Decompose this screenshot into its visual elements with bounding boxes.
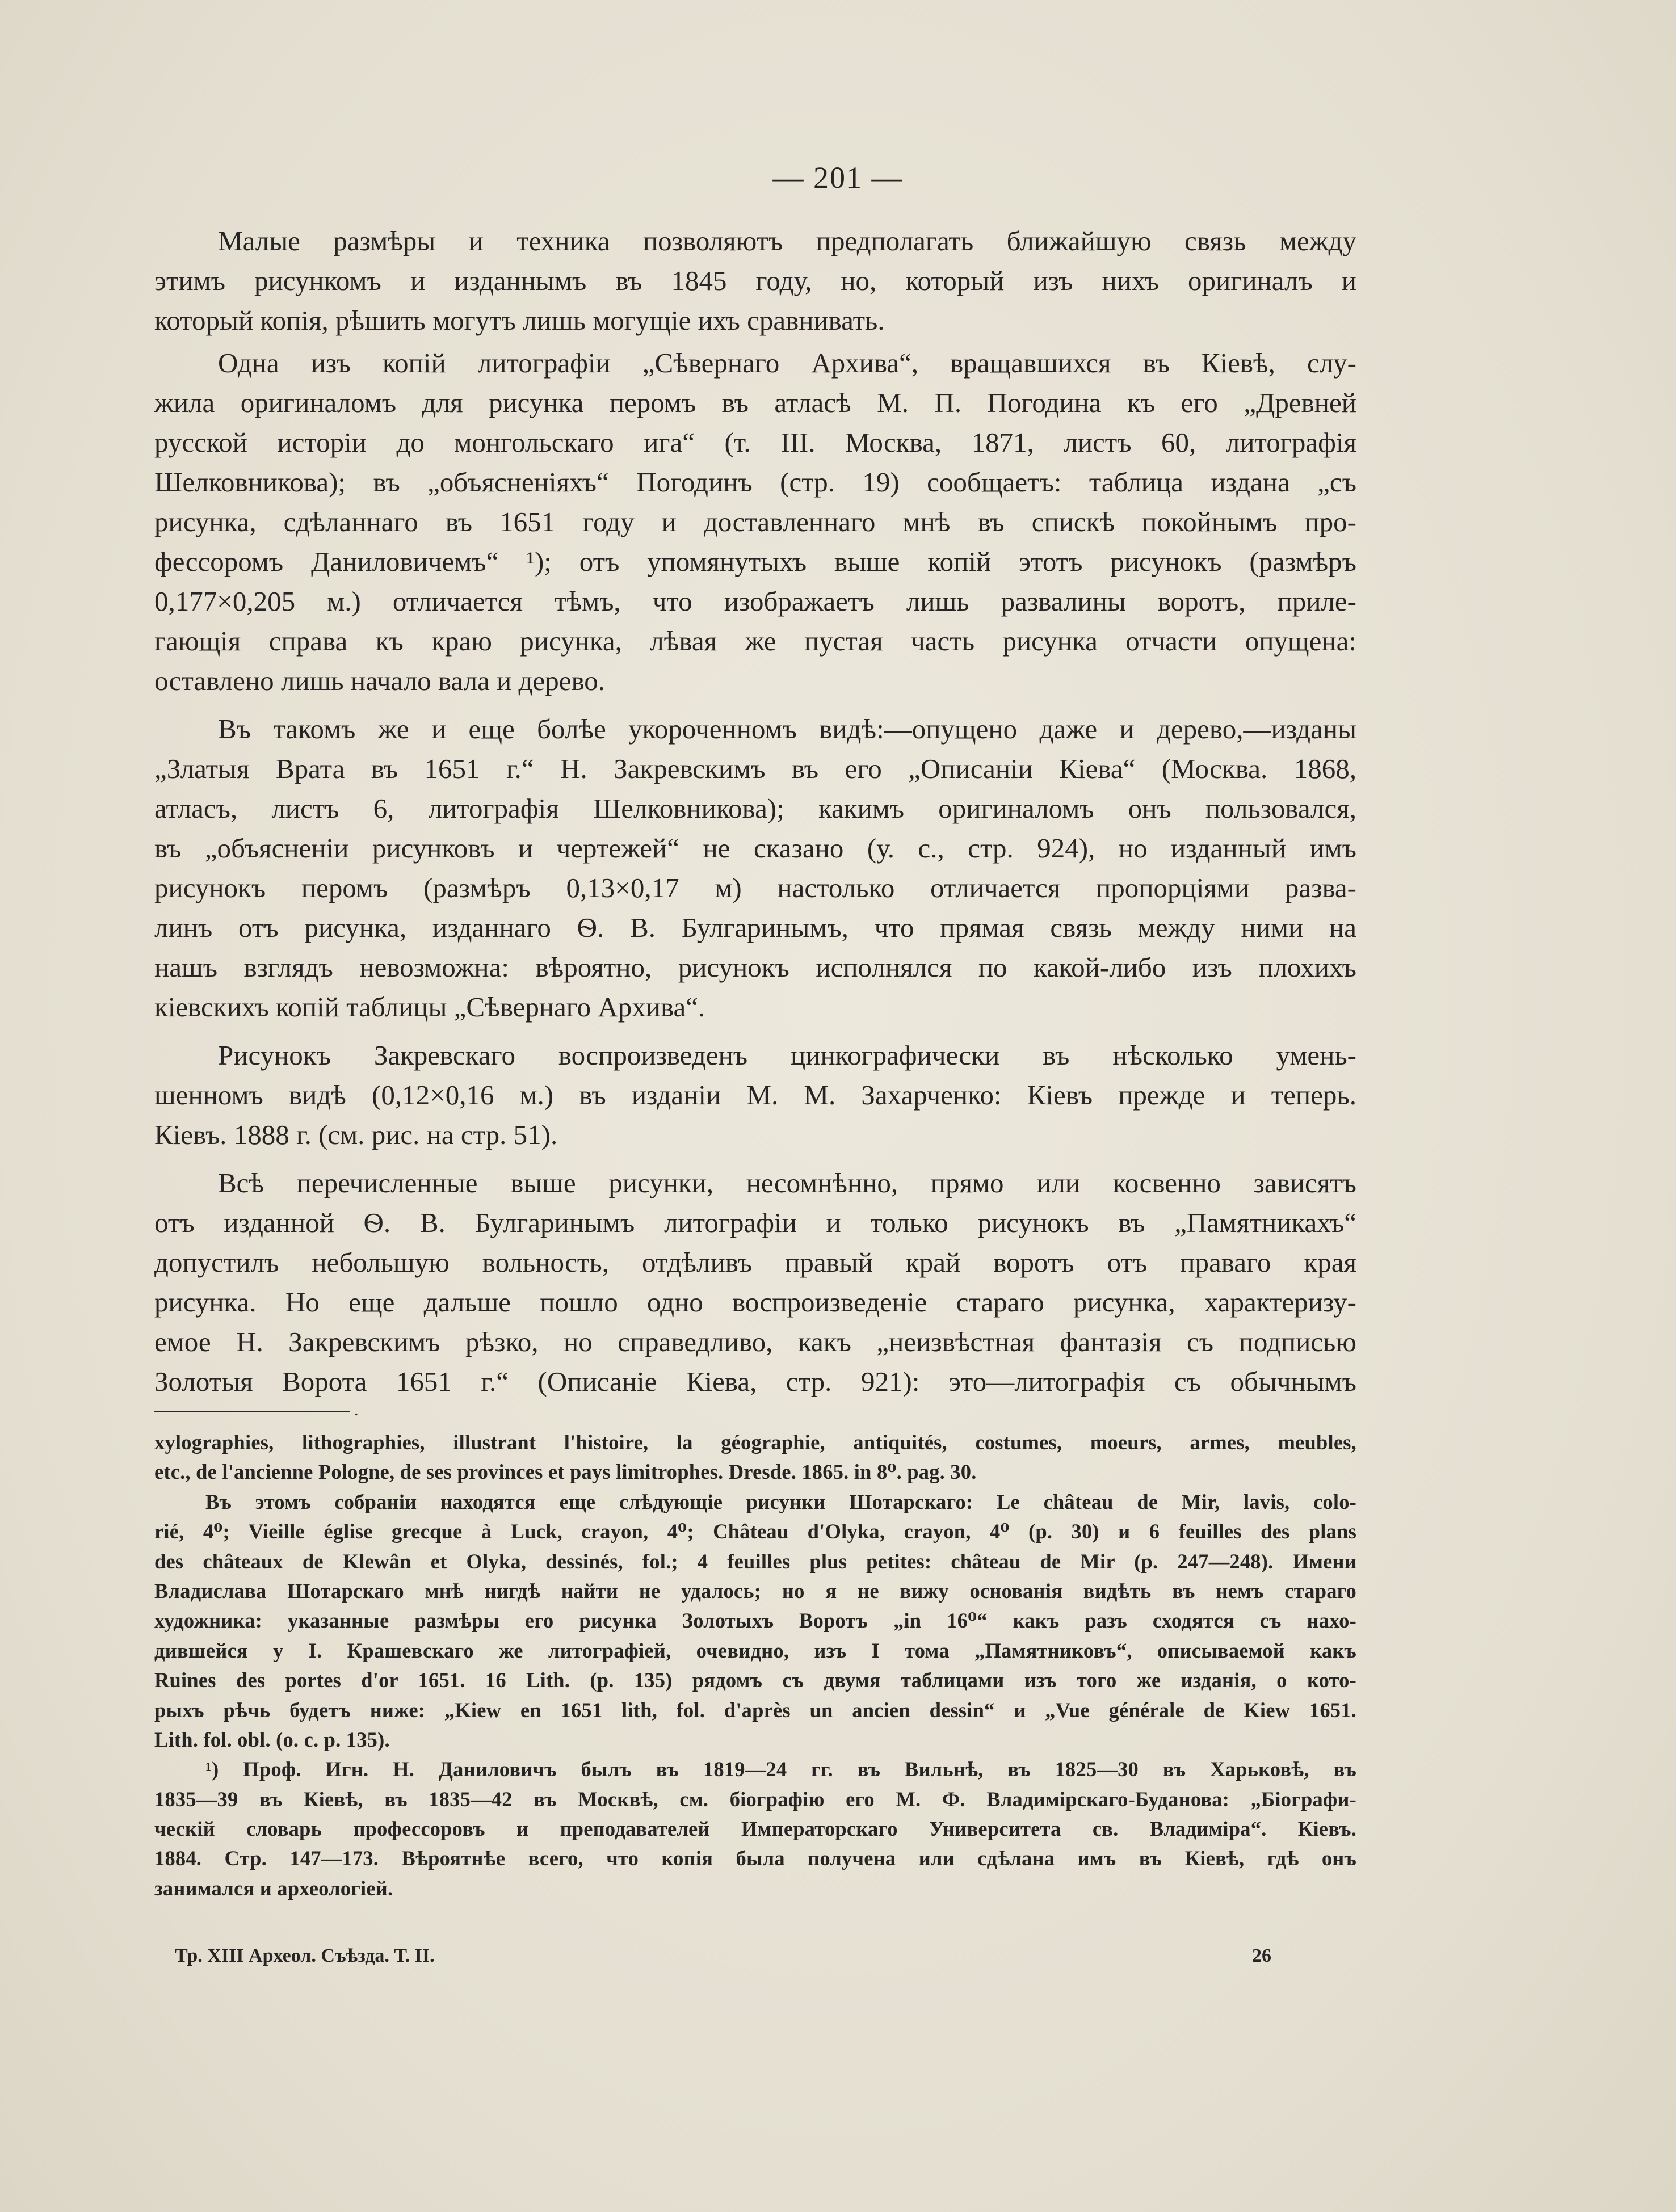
footnote-paragraph — [154, 1428, 1356, 1487]
footnote-line: ческій словарь профессоровъ и преподавателей Императорскаго Университета св. Владиміра“. Кіевъ. — [154, 1817, 1356, 1841]
footnote-separator — [154, 1411, 350, 1412]
paragraph — [154, 1163, 1356, 1402]
paragraph — [154, 343, 1356, 701]
text-line: допустилъ небольшую вольность, отдѣливъ правый край воротъ отъ праваго края — [154, 1247, 1356, 1278]
text-line: оставлено лишь начало вала и дерево. — [154, 665, 606, 696]
footnote-line: etc., de l'ancienne Pologne, de ses provinces et pays limitrophes. Dresde. 1865. in 8⁰. pag. 30. — [154, 1460, 977, 1484]
text-line: шенномъ видѣ (0,12×0,16 м.) въ изданіи М. М. Захарченко: Кіевъ прежде и теперь. — [154, 1079, 1356, 1111]
text-line: Одна изъ копій литографіи „Сѣвернаго Архива“, вращавшихся въ Кіевѣ, слу- — [218, 347, 1356, 379]
text-line: рисунка. Но еще дальше пошло одно воспроизведеніе стараго рисунка, характеризу- — [154, 1286, 1356, 1318]
text-line: въ „объясненіи рисунковъ и чертежей“ не сказано (у. с., стр. 924), но изданный имъ — [154, 832, 1356, 864]
text-line: Золотыя Ворота 1651 г.“ (Описаніе Кіева, стр. 921): это—литографія съ обычнымъ — [154, 1366, 1356, 1397]
text-line: русской исторіи до монгольскаго ига“ (т. III. Москва, 1871, листъ 60, литографія — [154, 427, 1356, 458]
footnote-line: Lith. fol. obl. (o. c. p. 135). — [154, 1727, 390, 1751]
footer-publication: Тр. XIII Археол. Съѣзда. Т. II. — [175, 1945, 435, 1966]
page-number: — 201 — — [772, 161, 904, 195]
footnote-line: занимался и археологіей. — [154, 1876, 393, 1900]
footnote-line: рыхъ рѣчь будетъ ниже: „Kiew en 1651 lith, fol. d'après un ancien dessin“ и „Vue générale de Kiew 1651. — [154, 1698, 1356, 1722]
paragraph — [154, 1036, 1356, 1155]
footnote-line: 1884. Стр. 147—173. Вѣроятнѣе всего, что копія была получена или сдѣлана имъ въ Кіевѣ, гдѣ онъ — [154, 1847, 1356, 1870]
text-line: Въ такомъ же и еще болѣе укороченномъ видѣ:—опущено даже и дерево,—изданы — [218, 713, 1356, 745]
text-line: Шелковникова); въ „объясненіяхъ“ Погодинъ (стр. 19) сообщаетъ: таблица издана „съ — [154, 466, 1356, 498]
page-footer — [175, 1942, 1282, 1970]
text-line: атласъ, листъ 6, литографія Шелковникова); какимъ оригиналомъ онъ пользовался, — [154, 793, 1356, 824]
paragraph — [154, 221, 1356, 340]
footer-signature-number: 26 — [1252, 1945, 1271, 1966]
text-line: 0,177×0,205 м.) отличается тѣмъ, что изображаетъ лишь развалины воротъ, приле- — [154, 586, 1356, 617]
footnote-line: Въ этомъ собраніи находятся еще слѣдующіе рисунки Шотарскаго: Le château de Mir, lavis, colo- — [205, 1490, 1356, 1513]
footnote-line: rié, 4⁰; Vieille église grecque à Luck, crayon, 4⁰; Château d'Olyka, crayon, 4⁰ (p. 30) и 6 feuilles des plans — [154, 1520, 1356, 1544]
text-line: „Златыя Врата въ 1651 г.“ Н. Закревскимъ въ его „Описаніи Кіева“ (Москва. 1868, — [154, 753, 1356, 784]
text-line: кіевскихъ копій таблицы „Сѣвернаго Архива“. — [154, 991, 705, 1023]
footnote-line: дившейся у І. Крашевскаго же литографіей, очевидно, изъ I тома „Памятниковъ“, описываемой какъ — [154, 1638, 1356, 1662]
footnote-line: xylographies, lithographies, illustrant l'histoire, la géographie, antiquités, costumes, moeurs, armes, meubles, — [154, 1431, 1356, 1454]
footnotes — [154, 1428, 1356, 1903]
text-line: Кіевъ. 1888 г. (см. рис. на стр. 51). — [154, 1119, 558, 1150]
text-line: нашъ взглядъ невозможна: вѣроятно, рисунокъ исполнялся по какой-либо изъ плохихъ — [154, 952, 1356, 983]
text-line: гающія справа къ краю рисунка, лѣвая же пустая часть рисунка отчасти опущена: — [154, 625, 1356, 657]
text-line: линъ отъ рисунка, изданнаго Ѳ. В. Булгаринымъ, что прямая связь между ними на — [154, 912, 1356, 943]
text-line: Рисунокъ Закревскаго воспроизведенъ цинкографически въ нѣсколько умень- — [218, 1040, 1356, 1071]
text-line: рисунокъ перомъ (размѣръ 0,13×0,17 м) настолько отличается пропорціями разва- — [154, 872, 1356, 903]
text-line: отъ изданной Ѳ. В. Булгаринымъ литографіи и только рисунокъ въ „Памятникахъ“ — [154, 1207, 1356, 1238]
footnote-line: 1835—39 въ Кіевѣ, въ 1835—42 въ Москвѣ, см. біографію его М. Ф. Владимірскаго-Буданова: „Біографи- — [154, 1787, 1356, 1811]
footnote-line: des châteaux de Klewân et Olyka, dessinés, fol.; 4 feuilles plus petites: château de Mir (p. 247—248). Имени — [154, 1549, 1356, 1573]
footnote-line: ¹) Проф. Игн. Н. Даниловичъ былъ въ 1819—24 гг. въ Вильнѣ, въ 1825—30 въ Харьковѣ, въ — [205, 1757, 1356, 1781]
text-line: фессоромъ Даниловичемъ“ ¹); отъ упомянутыхъ выше копій этотъ рисунокъ (размѣръ — [154, 546, 1356, 577]
text-line: Всѣ перечисленные выше рисунки, несомнѣнно, прямо или косвенно зависятъ — [218, 1167, 1356, 1198]
text-line: рисунка, сдѣланнаго въ 1651 году и доставленнаго мнѣ въ спискѣ покойнымъ про- — [154, 506, 1356, 537]
footnote-separator-mark: . — [354, 1401, 359, 1419]
footnote-paragraph — [154, 1487, 1356, 1755]
text-line: жила оригиналомъ для рисунка перомъ въ атласѣ М. П. Погодина къ его „Древней — [154, 387, 1356, 418]
paragraph — [154, 709, 1356, 1027]
text-line: емое Н. Закревскимъ рѣзко, но справедливо, какъ „неизвѣстная фантазія съ подписью — [154, 1326, 1356, 1357]
footnote-line: художника: указанные размѣры его рисунка Золотыхъ Воротъ „in 16⁰“ какъ разъ сходятся съ нахо- — [154, 1609, 1356, 1633]
text-line: этимъ рисункомъ и изданнымъ въ 1845 году, но, который изъ нихъ оригиналъ и — [154, 265, 1356, 296]
text-line: который копія, рѣшить могутъ лишь могущіе ихъ сравнивать. — [154, 305, 885, 336]
text-line: Малые размѣры и техника позволяютъ предполагать ближайшую связь между — [218, 225, 1356, 256]
footnote-line: Ruines des portes d'or 1651. 16 Lith. (p. 135) рядомъ съ двумя таблицами изъ того же изданія, о кото- — [154, 1668, 1356, 1692]
footnote-line: Владислава Шотарскаго мнѣ нигдѣ найти не удалось; но я не вижу основанія видѣть въ немъ стараго — [154, 1579, 1356, 1603]
footnote-1 — [154, 1755, 1356, 1903]
